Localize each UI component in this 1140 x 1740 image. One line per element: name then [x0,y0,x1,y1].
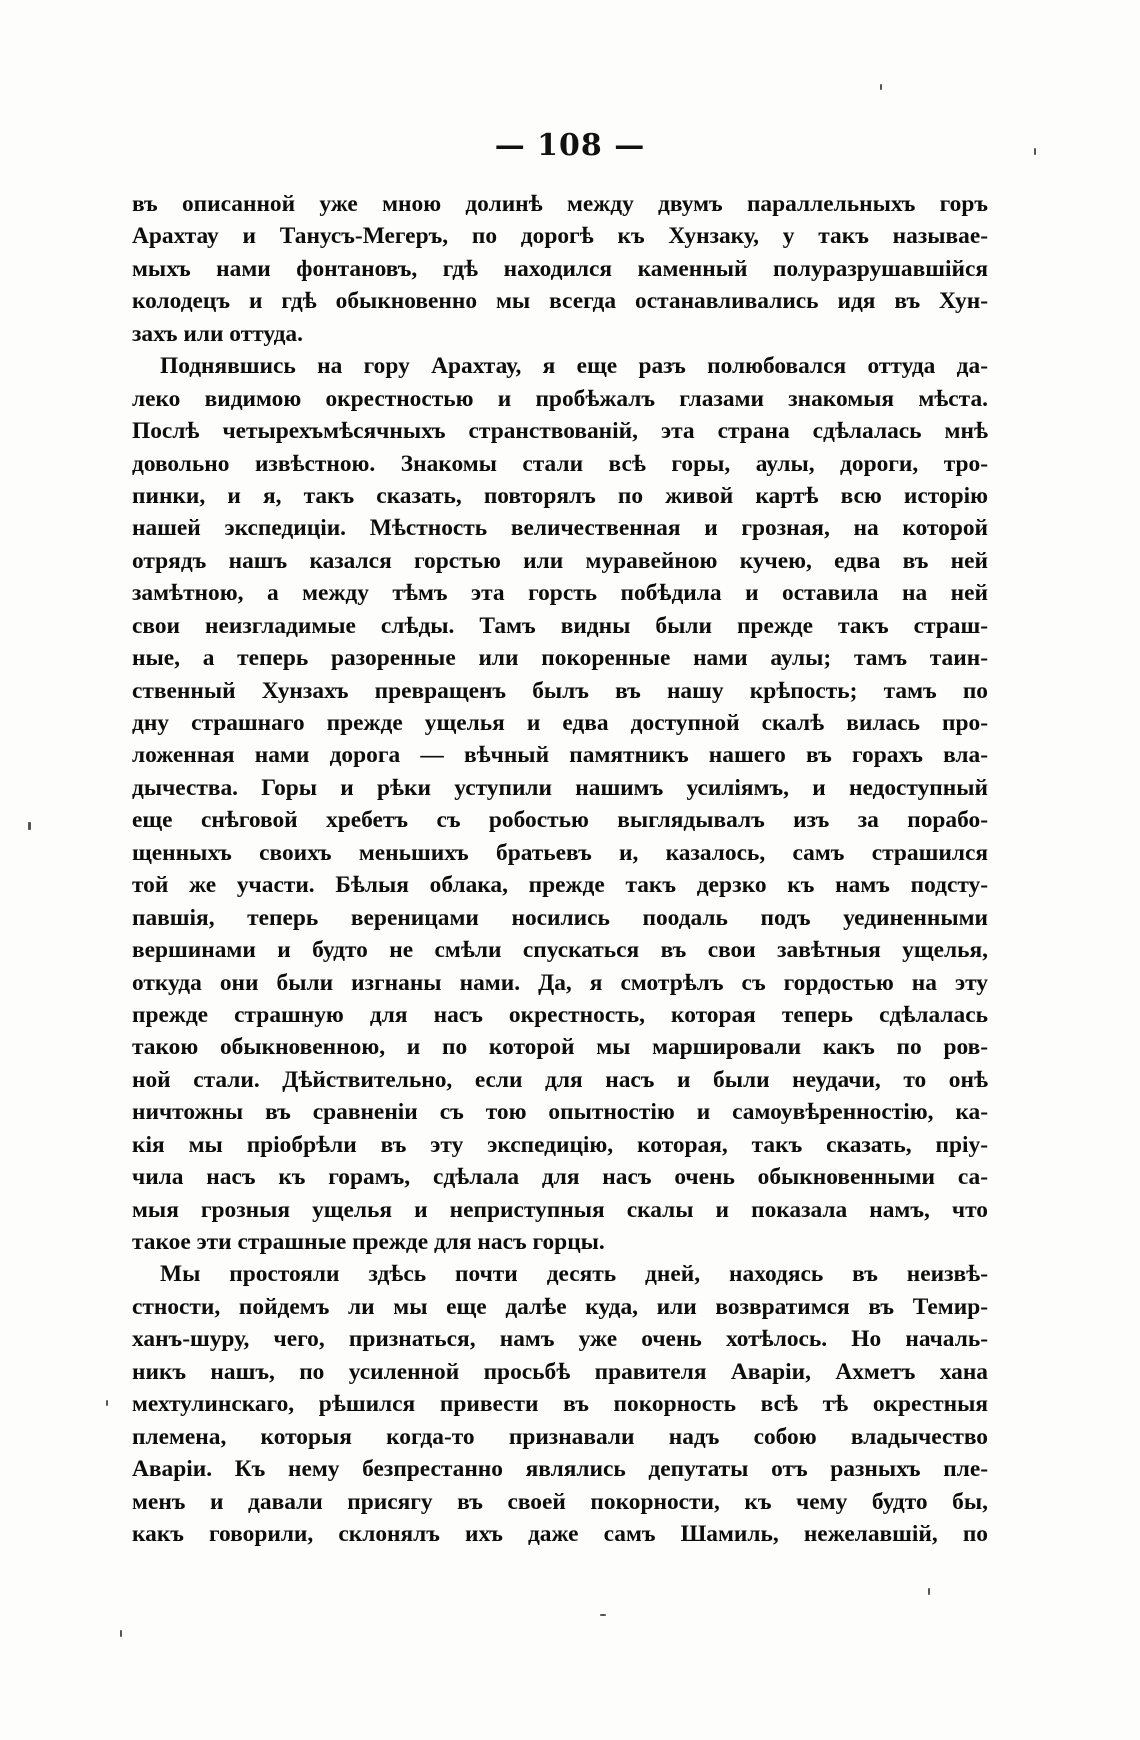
text-line: мыхъ нами фонтановъ, гдѣ находился каменный полуразрушавшійся [132,255,988,282]
text-line: Арахтау и Танусъ-Мегеръ, по дорогѣ къ Хунзаку, у такъ называе- [132,223,988,250]
text-line: еще снѣговой хребетъ съ робостью выглядывалъ изъ за порабо- [132,807,988,834]
page-number: — 108 — [494,128,646,163]
text-line: дычества. Горы и рѣки уступили нашимъ усиліямъ, и недоступный [132,774,988,801]
text-line: откуда они были изгнаны нами. Да, я смотрѣлъ съ гордостью на эту [132,969,988,996]
scan-speck [1034,148,1036,155]
text-line: вершинами и будто не смѣли спускаться въ свои завѣтныя ущелья, [132,937,988,964]
paragraph-start-line: Поднявшись на гору Арахтау, я еще разъ полюбовался оттуда да- [160,353,988,380]
text-line: въ описанной уже мною долинѣ между двумъ параллельныхъ горъ [132,191,988,217]
text-line: такою обыкновенною, и по которой мы маршировали какъ по ров- [132,1034,988,1061]
text-line: щенныхъ своихъ меньшихъ братьевъ и, казалось, самъ страшился [132,839,988,866]
scan-speck [600,1614,606,1616]
text-line: захъ или оттуда. [132,320,303,347]
text-line: кія мы пріобрѣли въ эту экспедицію, которая, такъ сказать, пріу- [132,1131,988,1158]
text-line: какъ говорили, склонялъ ихъ даже самъ Шамиль, нежелавшій, по [132,1520,988,1547]
text-line: ственный Хунзахъ превращенъ былъ въ нашу крѣпость; тамъ по [132,677,988,704]
scan-speck [106,1400,108,1406]
text-line: ничтожны въ сравненіи съ тою опытностію и самоувѣренностію, ка- [132,1099,988,1126]
text-line: замѣтною, а между тѣмъ эта горсть побѣдила и оставила на ней [132,580,988,607]
text-line: свои неизгладимые слѣды. Тамъ видны были прежде такъ страш- [132,612,988,639]
text-line: никъ нашъ, по усиленной просьбѣ правителя Аваріи, Ахметъ хана [132,1358,988,1385]
text-line: мыя грозныя ущелья и неприступныя скалы и показала намъ, что [132,1196,988,1223]
text-line: павшія, теперь вереницами носились поодаль подъ уединенными [132,904,988,931]
text-line: стности, пойдемъ ли мы еще далѣе куда, или возвратимся въ Темир- [132,1293,988,1320]
text-line: дну страшнаго прежде ущелья и едва доступной скалѣ вилась про- [132,710,988,736]
text-line: ложенная нами дорога — вѣчный памятникъ нашего въ горахъ вла- [132,742,988,769]
text-line: той же участи. Бѣлыя облака, прежде такъ дерзко къ намъ подсту- [132,872,988,899]
text-line: отрядъ нашъ казался горстью или муравейною кучею, едва въ ней [132,547,988,574]
text-line: ные, а теперь разоренные или покоренные нами аулы; тамъ таин- [132,645,988,672]
body-text [132,188,988,1550]
text-line: менъ и давали присягу въ своей покорности, къ чему будто бы, [132,1488,988,1515]
text-line: чила насъ къ горамъ, сдѣлала для насъ очень обыкновенными са- [132,1164,988,1191]
scan-speck [120,1630,122,1637]
text-line: племена, которыя когда-то признавали надъ собою владычество [132,1423,988,1450]
text-line: мехтулинскаго, рѣшился привести въ покорность всѣ тѣ окрестныя [132,1391,988,1418]
text-line: такое эти страшные прежде для насъ горцы. [132,1229,605,1255]
scan-speck [28,822,31,830]
text-line: нашей экспедиціи. Мѣстность величественная и грозная, на которой [132,515,988,542]
text-line: леко видимою окрестностью и пробѣжалъ глазами знакомыя мѣста. [132,385,988,412]
text-line: ной стали. Дѣйствительно, если для насъ и были неудачи, то онѣ [132,1066,988,1093]
text-line: Послѣ четырехъмѣсячныхъ странствованій, эта страна сдѣлалась мнѣ [132,418,988,445]
text-line: пинки, и я, такъ сказать, повторялъ по живой картѣ всю исторію [132,482,988,509]
text-line: прежде страшную для насъ окрестность, которая теперь сдѣлалась [132,1001,988,1028]
text-line: ханъ-шуру, чего, признаться, намъ уже очень хотѣлось. Но началь- [132,1326,988,1353]
text-line: колодецъ и гдѣ обыкновенно мы всегда останавливались идя въ Хун- [132,288,988,315]
text-line: Аваріи. Къ нему безпрестанно являлись депутаты отъ разныхъ пле- [132,1456,988,1483]
text-line: довольно извѣстною. Знакомы стали всѣ горы, аулы, дороги, тро- [132,450,988,477]
scan-speck [928,1588,930,1595]
scan-speck [880,84,882,90]
paragraph-start-line: Мы простояли здѣсь почти десять дней, находясь въ неизвѣ- [160,1261,988,1288]
